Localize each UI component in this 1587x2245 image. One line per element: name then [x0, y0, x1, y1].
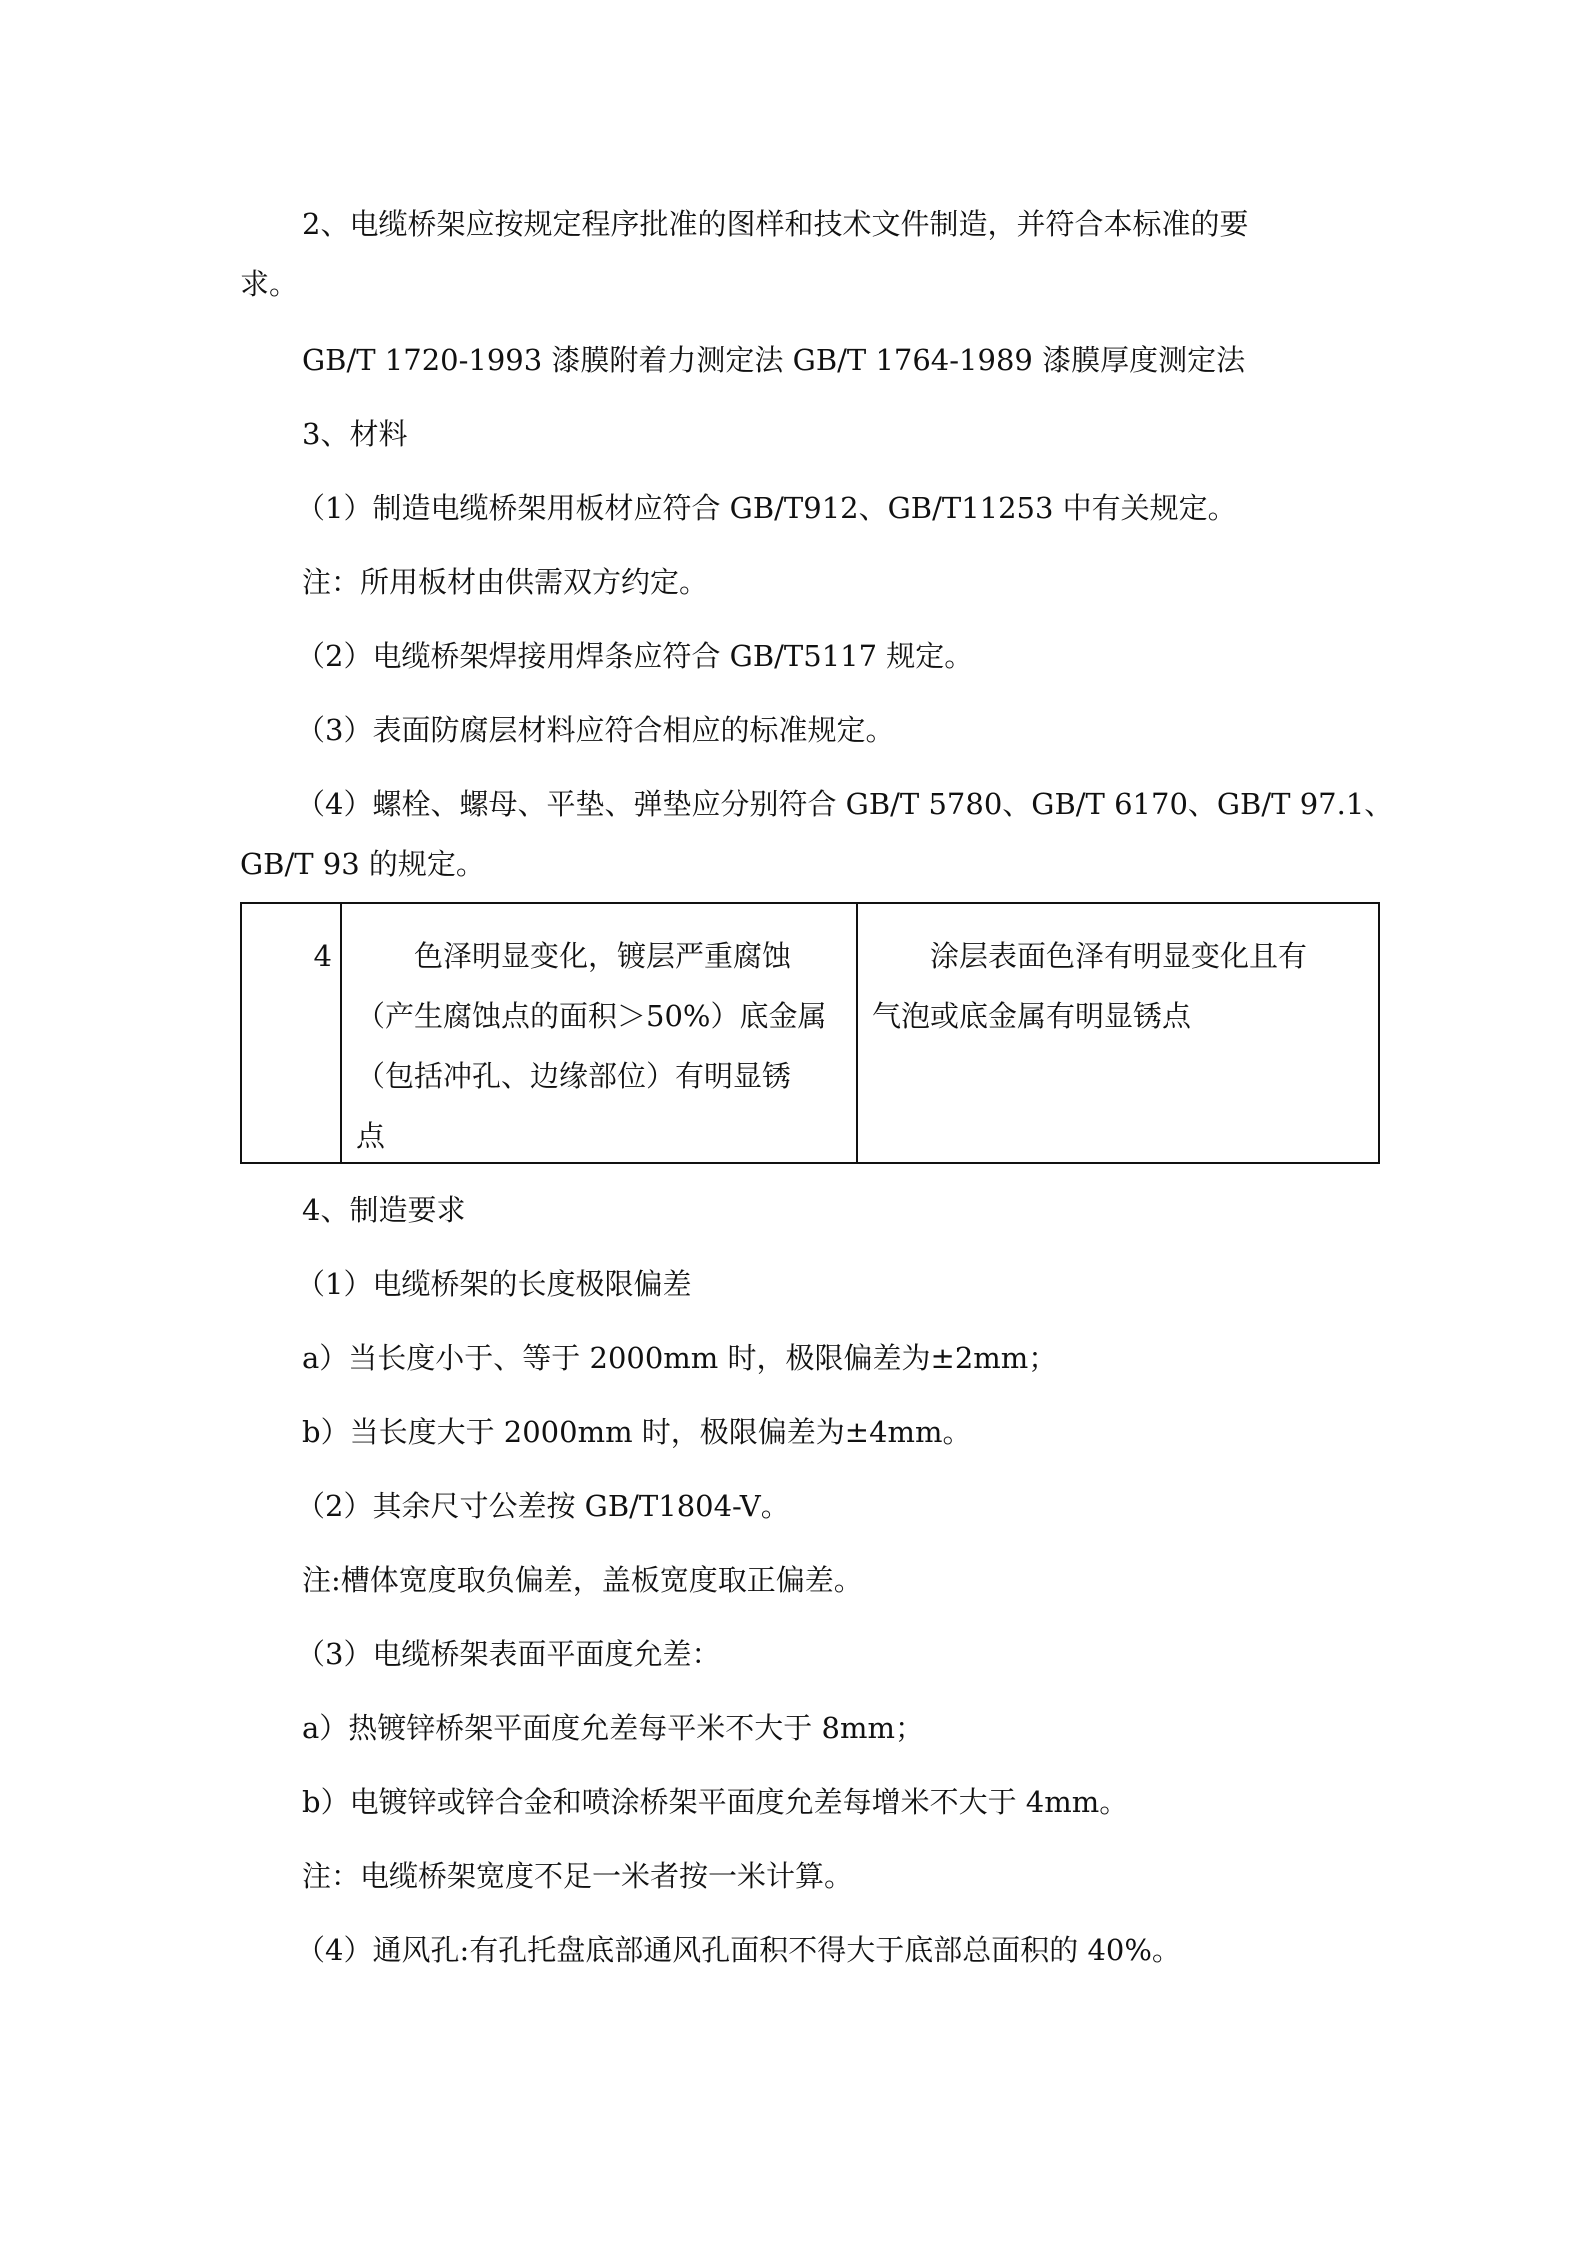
coating-line-2: 气泡或底金属有明显锈点: [872, 999, 1192, 1033]
item-3-coating: （3）表面防腐层材料应符合相应的标准规定。: [296, 713, 895, 747]
plating-line-3: （包括冲孔、边缘部位）有明显锈: [356, 1059, 792, 1093]
item-2-tolerance: （2）其余尺寸公差按 GB/T1804-V。: [296, 1489, 790, 1523]
table-cell-plating: [342, 904, 858, 1162]
coating-line-1: 涂层表面色泽有明显变化且有: [930, 939, 1308, 973]
plating-line-1: 色泽明显变化，镀层严重腐蚀: [414, 939, 792, 973]
item-2-welding: （2）电缆桥架焊接用焊条应符合 GB/T5117 规定。: [296, 639, 974, 673]
item-4-bolts-line-2: GB/T 93 的规定。: [240, 847, 485, 881]
corrosion-table: [240, 902, 1380, 1164]
coating-description: [872, 926, 1307, 1046]
table-cell-coating: [858, 904, 1378, 1162]
note-meter: 注：电缆桥架宽度不足一米者按一米计算。: [302, 1859, 854, 1893]
item-1-plate: （1）制造电缆桥架用板材应符合 GB/T912、GB/T11253 中有关规定。: [296, 491, 1237, 525]
note-plate: 注：所用板材由供需双方约定。: [302, 565, 709, 599]
heading-materials: 3、材料: [302, 417, 408, 451]
plating-line-2: （产生腐蚀点的面积＞50%）底金属: [356, 999, 827, 1033]
item-3a: a）热镀锌桥架平面度允差每平米不大于 8mm；: [302, 1711, 924, 1745]
table-cell-grade: [242, 904, 342, 1162]
grade-number: 4: [313, 939, 332, 973]
paragraph-standards: GB/T 1720-1993 漆膜附着力测定法 GB/T 1764-1989 漆膜厚度测定法: [302, 343, 1246, 377]
item-3-flatness: （3）电缆桥架表面平面度允差：: [296, 1637, 721, 1671]
plating-description: [356, 926, 826, 1166]
item-3b: b）电镀锌或锌合金和喷涂桥架平面度允差每增米不大于 4mm。: [302, 1785, 1129, 1819]
item-4-ventilation: （4）通风孔:有孔托盘底部通风孔面积不得大于底部总面积的 40%。: [296, 1933, 1181, 1967]
paragraph-2-line-2: 求。: [240, 267, 299, 301]
item-1a: a）当长度小于、等于 2000mm 时，极限偏差为±2mm；: [302, 1341, 1058, 1375]
item-4-bolts-line-1: （4）螺栓、螺母、平垫、弹垫应分别符合 GB/T 5780、GB/T 6170、GB/T 97.1、: [296, 787, 1394, 821]
plating-line-4: 点: [356, 1119, 386, 1153]
note-width: 注:槽体宽度取负偏差，盖板宽度取正偏差。: [302, 1563, 863, 1597]
heading-manufacturing: 4、制造要求: [302, 1193, 466, 1227]
paragraph-2-line-1: 2、电缆桥架应按规定程序批准的图样和技术文件制造，并符合本标准的要: [302, 207, 1249, 241]
item-1b: b）当长度大于 2000mm 时，极限偏差为±4mm。: [302, 1415, 972, 1449]
item-1-length: （1）电缆桥架的长度极限偏差: [296, 1267, 692, 1301]
